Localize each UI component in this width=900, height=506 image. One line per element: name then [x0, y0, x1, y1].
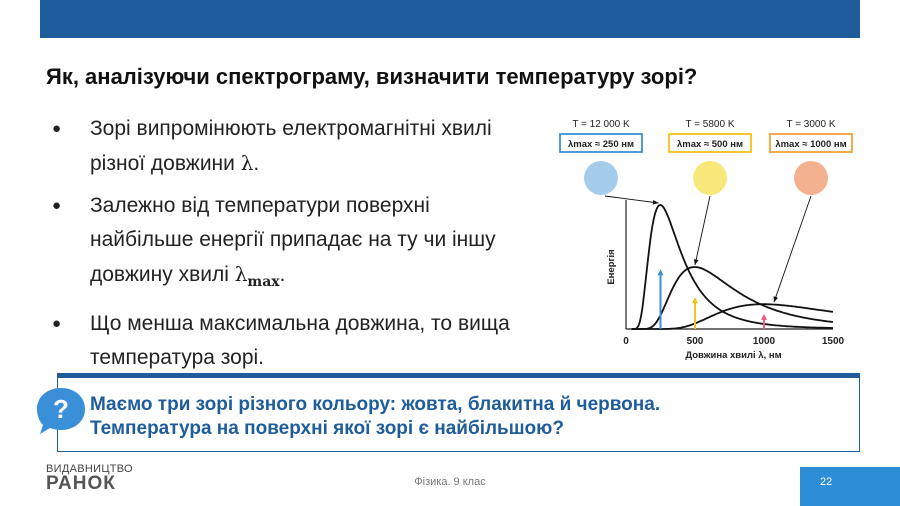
bullet-tail: . — [279, 263, 286, 286]
spectrum-chart — [556, 110, 866, 372]
temperature-label: T = 5800 K — [685, 119, 735, 130]
publisher-name: РАНОК — [46, 473, 116, 494]
lambda-max-symbol — [234, 262, 280, 290]
lambda-max-label: λmax ≈ 250 нм — [567, 139, 635, 150]
publisher-small-text: ВИДАВНИЦТВО — [46, 463, 133, 475]
bullet-text: Що менша максимальна довжина, то вища температура зорі. — [90, 312, 510, 369]
pointer-arrowhead — [653, 200, 659, 205]
question-bubble-icon — [34, 385, 88, 437]
pointer-arrow — [774, 196, 811, 302]
x-axis-label: Довжина хвилі λ, нм — [685, 350, 782, 361]
x-tick-label: 500 — [686, 336, 704, 347]
x-tick-label: 1000 — [752, 336, 776, 347]
bullet-list — [52, 112, 522, 383]
page-number: 22 — [820, 476, 833, 488]
bullet-text: Залежно від температури поверхні найбільше енергії припадає на ту чи іншу довжину хвилі — [90, 194, 496, 286]
temperature-label: T = 12 000 K — [572, 119, 630, 130]
slide-title: Як, аналізуючи спектрограму, визначити температуру зорі? — [46, 64, 698, 89]
star-circle — [794, 161, 828, 195]
lambda-max-label: λmax ≈ 500 нм — [676, 139, 744, 150]
pointer-arrow — [695, 196, 710, 265]
bullet-tail: . — [253, 152, 260, 175]
pointer-arrow — [605, 196, 659, 203]
page-number-box — [800, 467, 900, 506]
pointer-arrowhead — [774, 296, 778, 302]
x-tick-label: 0 — [623, 336, 629, 347]
lambda-max-arrowhead — [761, 314, 767, 320]
question-mark: ? — [53, 394, 69, 424]
lambda-max-label: λmax ≈ 1000 нм — [775, 139, 847, 150]
question-line-1: Маємо три зорі різного кольору: жовта, блакитна й червона. — [90, 394, 661, 415]
spectrum-curve — [632, 205, 834, 329]
lambda-max-arrowhead — [658, 269, 664, 275]
x-tick-label: 1500 — [821, 336, 845, 347]
pointer-arrowhead — [694, 259, 699, 265]
footer-subject: Фізика. 9 клас — [414, 476, 486, 488]
question-text — [90, 393, 660, 441]
top-banner — [40, 0, 860, 38]
bullet-item — [52, 189, 522, 299]
bullet-text: Зорі випромінюють електромагнітні хвилі різної довжини — [90, 117, 492, 175]
y-axis-label: Енергія — [606, 249, 617, 285]
bullet-item — [52, 112, 522, 181]
lambda-symbol: λ — [234, 262, 248, 286]
temperature-label: T = 3000 K — [786, 119, 836, 130]
bullet-item — [52, 307, 522, 375]
star-circle — [584, 161, 618, 195]
spectrum-curve — [632, 267, 834, 329]
lambda-symbol: λ — [240, 151, 254, 175]
question-line-2: Температура на поверхні якої зорі є найбільшою? — [90, 418, 564, 439]
star-circle — [693, 161, 727, 195]
lambda-subscript: max — [247, 274, 280, 290]
lambda-max-arrowhead — [692, 297, 698, 303]
